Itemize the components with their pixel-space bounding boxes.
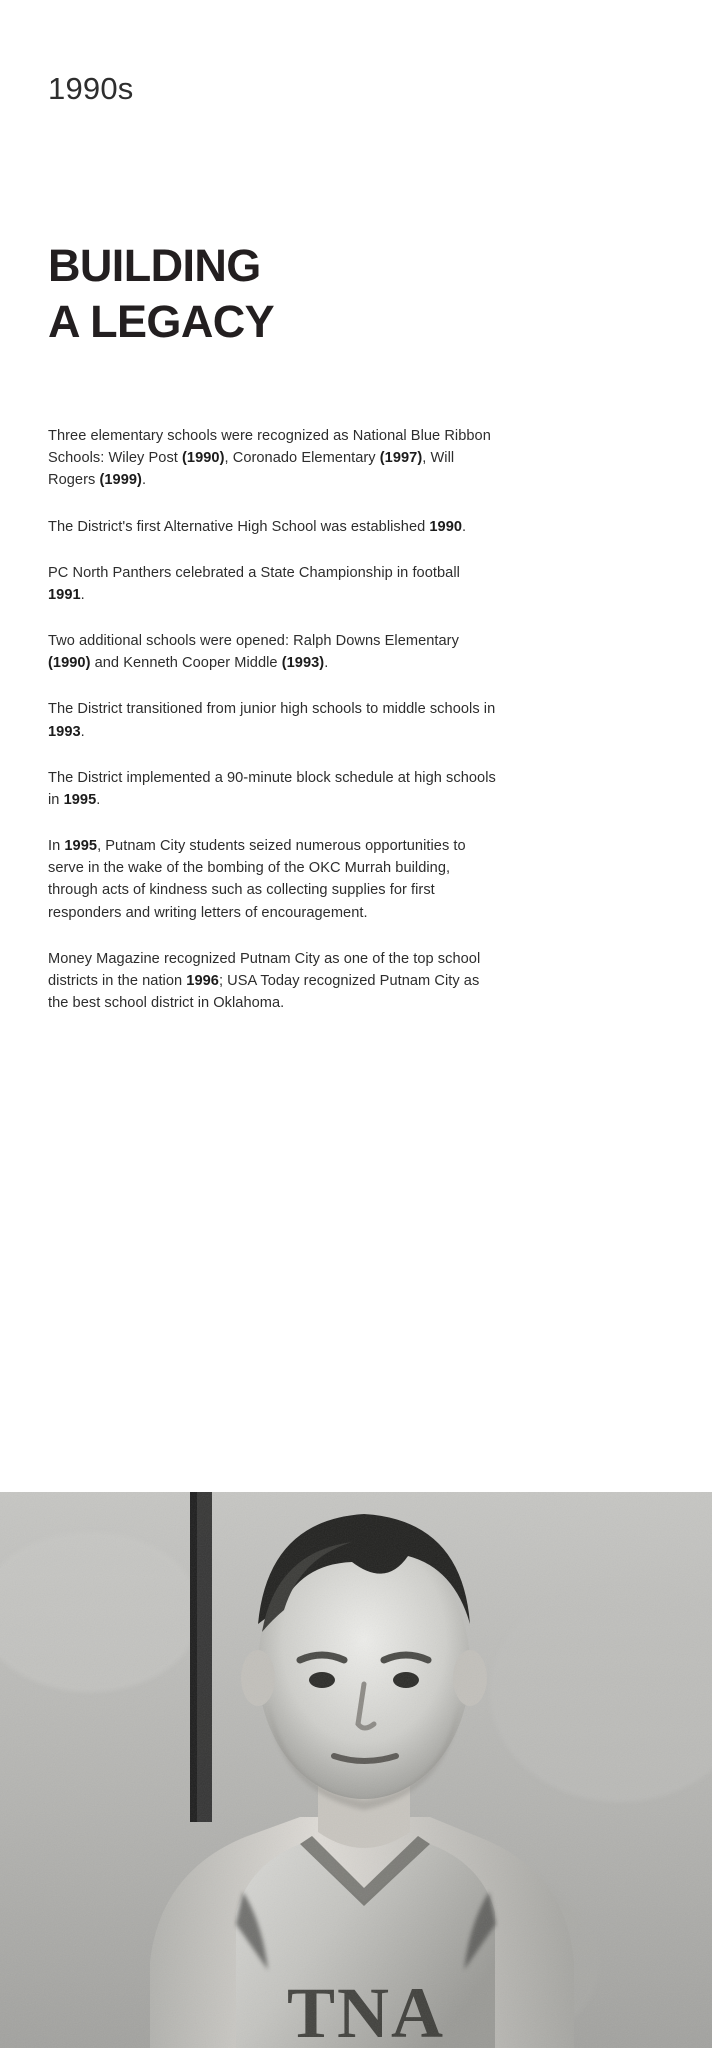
paragraph-text: . xyxy=(80,723,85,740)
body-paragraph-blue-ribbon-schools xyxy=(48,425,500,492)
paragraph-text: , Putnam City students seized numerous opportunities to serve in the wake of the bombing of the OKC Murrah building, through acts of kindness such as collecting supplies for first responders and writing letters of encouragement. xyxy=(48,838,466,921)
year-highlight: 1993 xyxy=(48,723,81,740)
paragraph-text: . xyxy=(141,472,147,489)
paragraph-text: In xyxy=(48,838,65,855)
paragraph-text: and Kenneth Cooper Middle xyxy=(90,655,282,672)
archive-photograph xyxy=(0,1492,712,2048)
paragraph-text: Money Magazine recognized Putnam City as one of the top school districts in the nation xyxy=(48,950,481,989)
body-paragraph-middle-school-transition xyxy=(48,698,500,742)
paragraph-text: The District implemented a 90-minute block schedule at high schools in xyxy=(48,769,496,808)
year-highlight: (1990) xyxy=(182,450,225,467)
year-highlight: 1996 xyxy=(186,972,219,989)
paragraph-text: Two additional schools were opened: Ralph Downs Elementary xyxy=(48,633,459,650)
year-highlight: (1993) xyxy=(281,655,325,672)
paragraph-text: . xyxy=(324,655,329,672)
year-highlight: 1995 xyxy=(64,838,98,855)
paragraph-text: The District transitioned from junior high schools to middle schools in xyxy=(48,701,496,718)
body-paragraph-state-championship xyxy=(48,562,500,606)
paragraph-text: Three elementary schools were recognized as National Blue Ribbon Schools: Wiley Post xyxy=(48,428,491,467)
paragraph-text: PC North Panthers celebrated a State Championship in football xyxy=(48,564,460,581)
year-highlight: (1999) xyxy=(99,472,142,489)
paragraph-text: , Will Rogers xyxy=(48,450,455,489)
page-title-line-2: A LEGACY xyxy=(48,295,275,347)
body-copy xyxy=(48,425,500,1014)
year-highlight: (1990) xyxy=(48,655,91,672)
archive-photograph-image xyxy=(0,1492,712,2048)
paragraph-text: . xyxy=(96,791,101,808)
page-title xyxy=(48,238,274,350)
page-title-line-1: BUILDING xyxy=(48,240,261,291)
year-highlight: 1995 xyxy=(63,791,97,808)
decade-label: 1990s xyxy=(48,71,134,106)
body-paragraph-alternative-high-school xyxy=(48,516,500,538)
year-highlight: 1991 xyxy=(48,586,81,603)
paragraph-text: . xyxy=(80,586,85,603)
year-highlight: 1990 xyxy=(429,518,463,535)
paragraph-text: , Coronado Elementary xyxy=(224,450,380,467)
body-paragraph-murrah-bombing-service xyxy=(48,835,500,924)
year-highlight: (1997) xyxy=(379,450,423,467)
body-paragraph-money-magazine-recognition xyxy=(48,948,500,1015)
paragraph-text: ; USA Today recognized Putnam City as the best school district in Oklahoma. xyxy=(48,972,480,1012)
paragraph-text: The District's first Alternative High School was established xyxy=(48,518,430,535)
paragraph-text: . xyxy=(462,518,467,535)
body-paragraph-new-schools-opened xyxy=(48,630,500,674)
body-paragraph-block-schedule xyxy=(48,767,500,811)
